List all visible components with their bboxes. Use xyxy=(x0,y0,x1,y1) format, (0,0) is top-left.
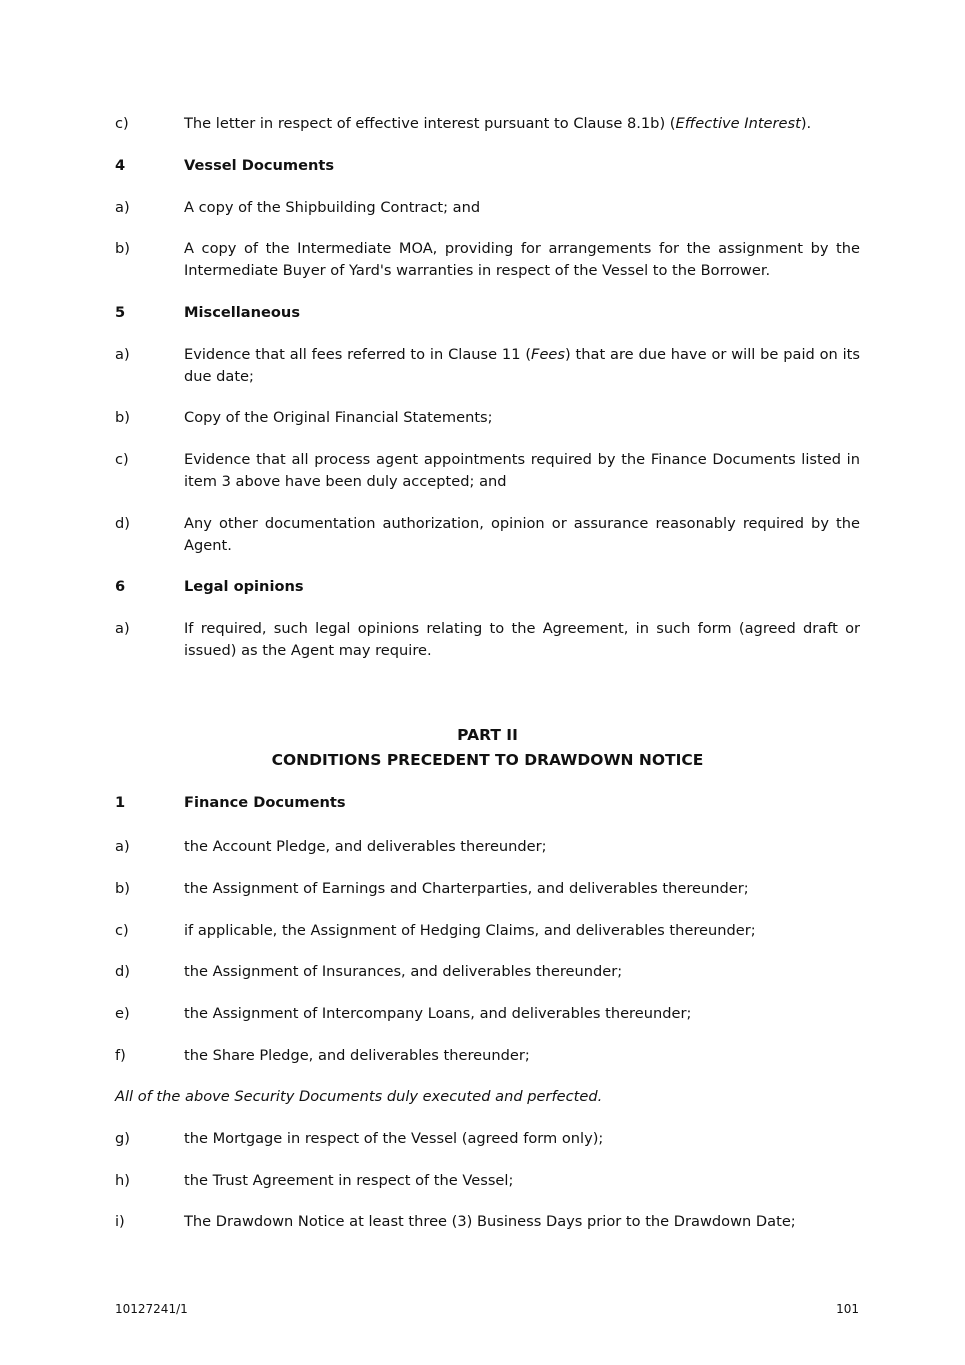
item-label: a) xyxy=(115,620,130,637)
page-number: 101 xyxy=(836,1302,859,1316)
item-label: c) xyxy=(115,922,129,939)
section-title: Finance Documents xyxy=(184,794,346,811)
section-number: 1 xyxy=(115,794,126,811)
item-label: f) xyxy=(115,1047,126,1064)
item-text: the Trust Agreement in respect of the Vessel; xyxy=(184,1172,514,1189)
section-title: Legal opinions xyxy=(184,578,304,595)
security-documents-note: All of the above Security Documents duly executed and perfected. xyxy=(115,1088,603,1105)
item-text: the Assignment of Earnings and Charterparties, and deliverables thereunder; xyxy=(184,880,749,897)
item-label: c) xyxy=(115,115,129,132)
item-text: If required, such legal opinions relating to the Agreement, in such form (agreed draft or issued) as the Agent may require. xyxy=(184,620,860,659)
item-label: b) xyxy=(115,409,130,426)
item-text: the Mortgage in respect of the Vessel (agreed form only); xyxy=(184,1130,604,1147)
item-text: the Share Pledge, and deliverables thereunder; xyxy=(184,1047,530,1064)
item-label: a) xyxy=(115,346,130,363)
item-text: Evidence that all process agent appointments required by the Finance Documents listed in item 3 above have been duly accepted; and xyxy=(184,451,860,490)
section-number: 5 xyxy=(115,304,126,321)
section-title: Vessel Documents xyxy=(184,157,335,174)
item-text: The letter in respect of effective interest pursuant to Clause 8.1b) (Effective Interest). xyxy=(184,115,812,132)
section-number: 4 xyxy=(115,157,126,174)
item-text: The Drawdown Notice at least three (3) Business Days prior to the Drawdown Date; xyxy=(184,1213,796,1230)
item-text: if applicable, the Assignment of Hedging Claims, and deliverables thereunder; xyxy=(184,922,756,939)
item-text: Evidence that all fees referred to in Clause 11 (Fees) that are due have or will be paid on its due date; xyxy=(184,346,861,385)
item-text: the Assignment of Insurances, and deliverables thereunder; xyxy=(184,963,623,980)
item-label: g) xyxy=(115,1130,130,1147)
item-label: h) xyxy=(115,1172,130,1189)
part-subheading: CONDITIONS PRECEDENT TO DRAWDOWN NOTICE xyxy=(271,751,704,769)
item-label: d) xyxy=(115,963,130,980)
item-label: a) xyxy=(115,199,130,216)
item-text: the Assignment of Intercompany Loans, and deliverables thereunder; xyxy=(184,1005,692,1022)
item-text: Copy of the Original Financial Statements; xyxy=(184,409,493,426)
item-label: b) xyxy=(115,880,130,897)
document-reference: 10127241/1 xyxy=(115,1302,188,1316)
item-label: i) xyxy=(115,1213,125,1230)
item-text: the Account Pledge, and deliverables thereunder; xyxy=(184,838,547,855)
item-label: b) xyxy=(115,240,130,257)
item-label: d) xyxy=(115,515,130,532)
item-text: Any other documentation authorization, opinion or assurance reasonably required by the Agent. xyxy=(184,515,860,554)
item-text: A copy of the Intermediate MOA, providing for arrangements for the assignment by the Intermediate Buyer of Yard's warranties in respect of the Vessel to the Borrower. xyxy=(184,240,860,279)
item-label: a) xyxy=(115,838,130,855)
item-label: e) xyxy=(115,1005,130,1022)
item-label: c) xyxy=(115,451,129,468)
item-text: A copy of the Shipbuilding Contract; and xyxy=(184,199,481,216)
part-heading: PART II xyxy=(457,726,518,744)
section-number: 6 xyxy=(115,578,126,595)
section-title: Miscellaneous xyxy=(184,304,301,321)
